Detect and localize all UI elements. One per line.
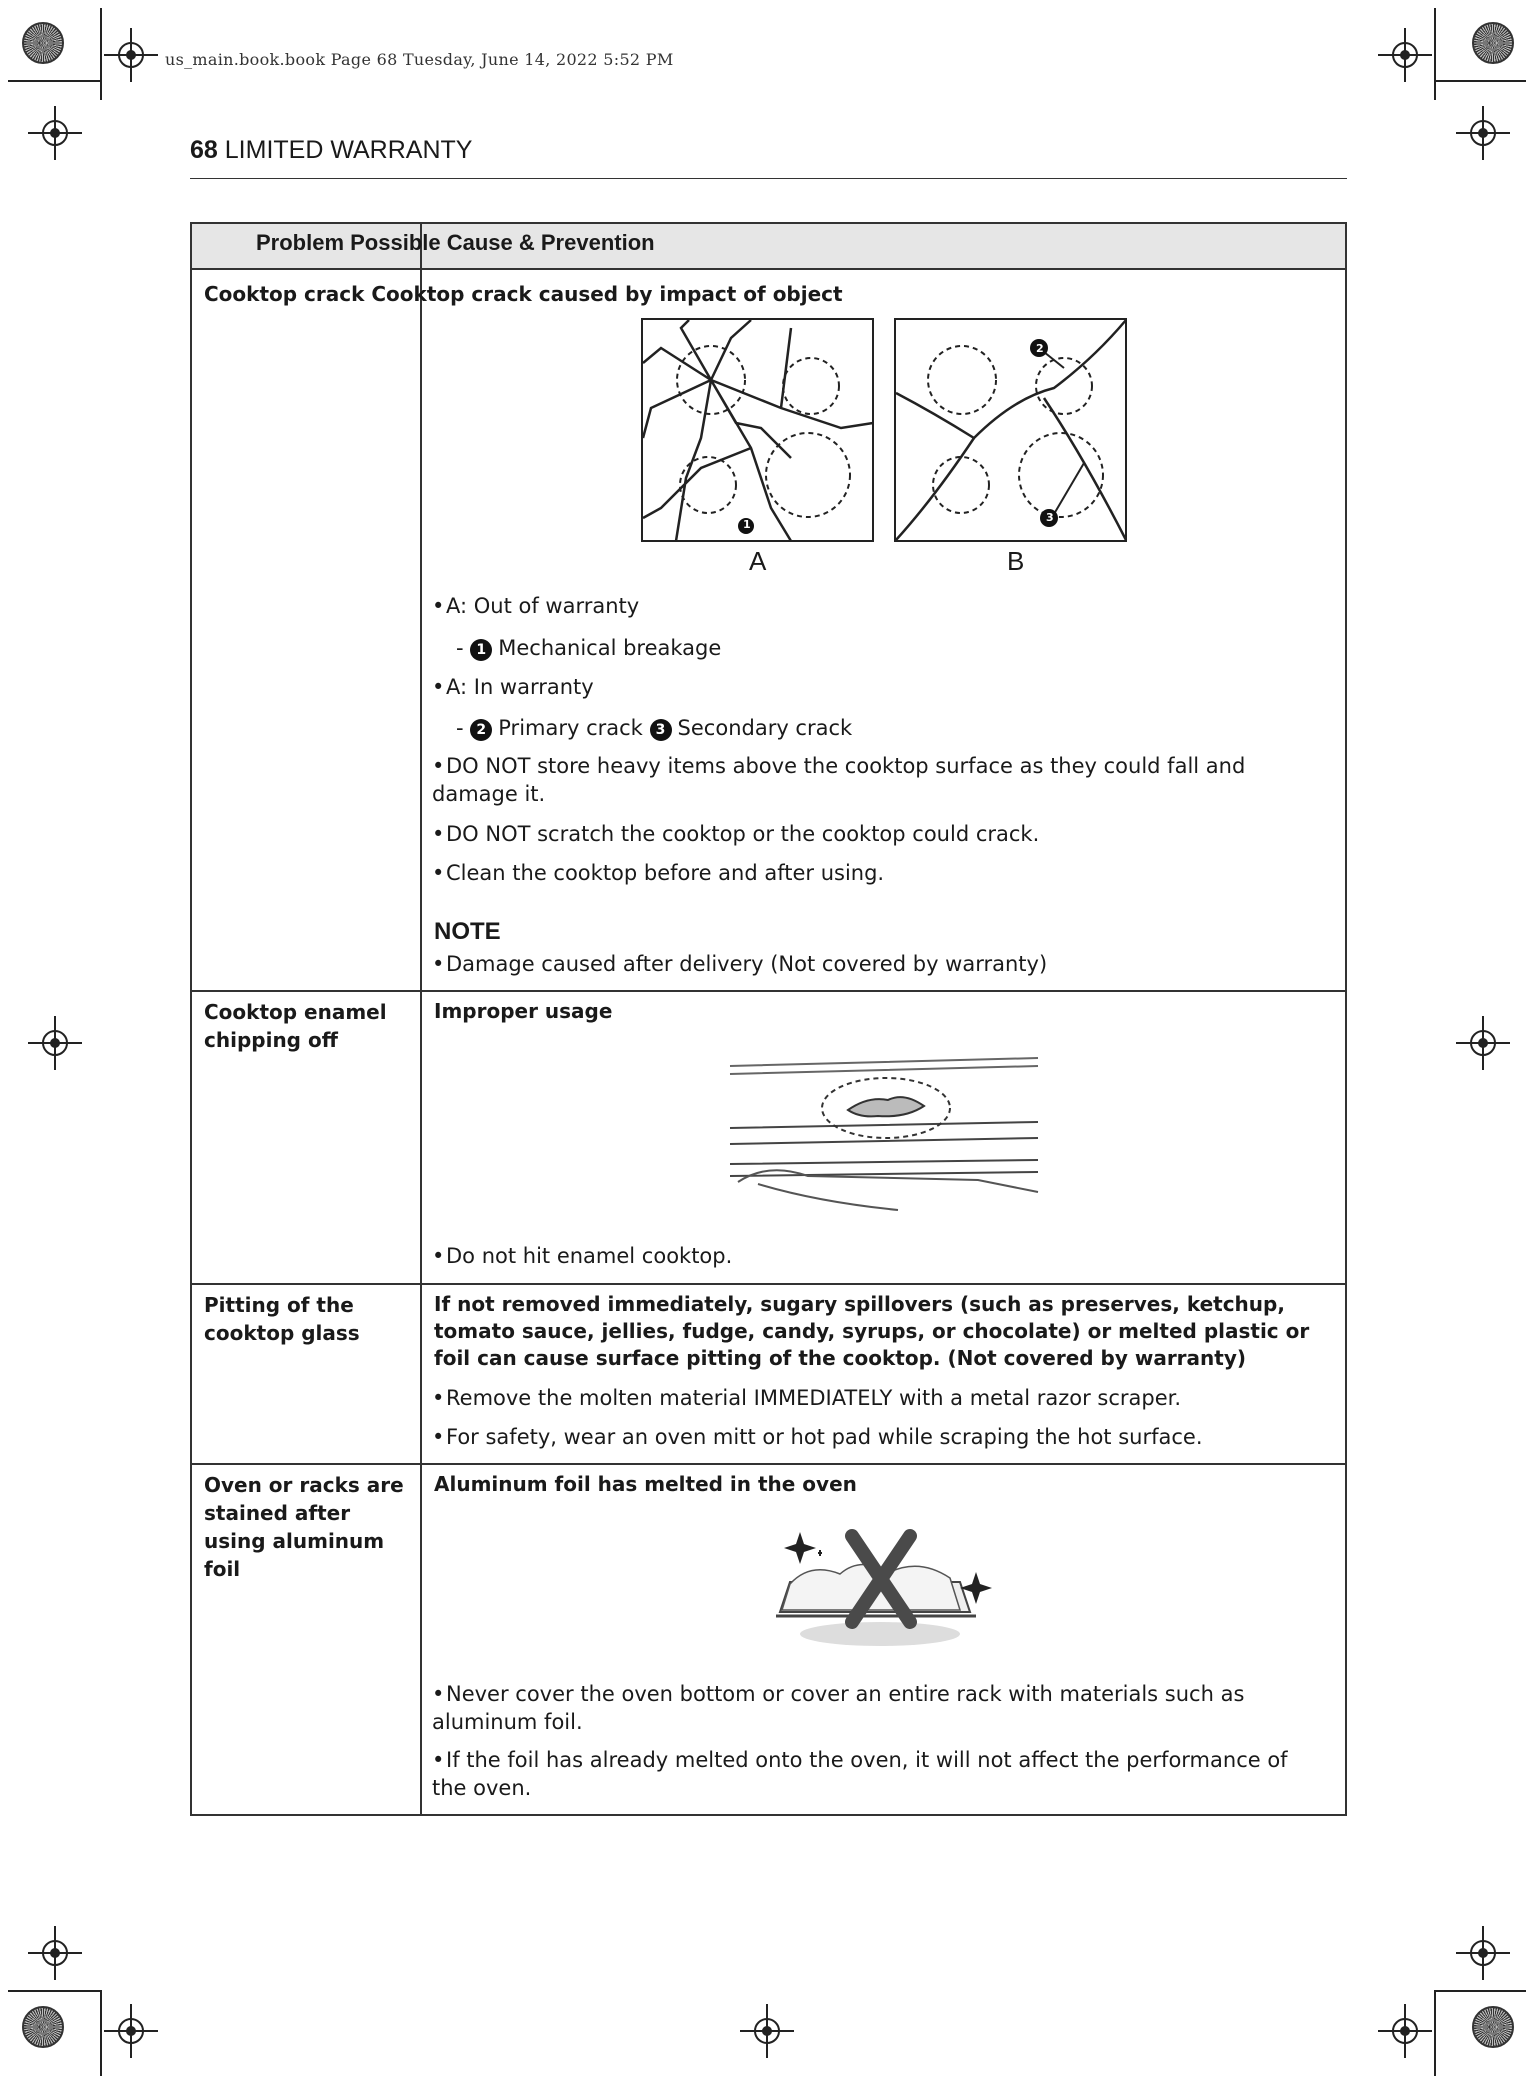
marker-3-icon: 3 (650, 719, 672, 741)
crosshair-register-mark (42, 1940, 68, 1966)
crop-mark (8, 1990, 100, 1992)
radial-register-mark-top-right (1472, 22, 1514, 64)
crosshair-register-mark (118, 2018, 144, 2044)
bullet-do-not-hit: •Do not hit enamel cooktop. (432, 1244, 733, 1268)
crosshair-register-mark (42, 1030, 68, 1056)
crosshair-register-mark (754, 2018, 780, 2044)
crop-mark (1434, 1990, 1526, 1992)
bullet-clean: •Clean the cooktop before and after using. (432, 861, 885, 885)
row-4-problem: Oven or racks are stained after using aluminum foil (204, 1473, 404, 1581)
sub-bullet-mechanical-breakage: - 1 Mechanical breakage (456, 636, 722, 660)
bullet-in-warranty: •A: In warranty (432, 675, 594, 699)
row-2-cause: Improper usage (434, 999, 613, 1023)
bullet-never-cover: •Never cover the oven bottom or cover an entire rack with materials such as aluminum foil. (432, 1682, 1245, 1734)
crop-mark (1434, 8, 1436, 100)
row-3-cause: If not removed immediately, sugary spillovers (such as preserves, ketchup, tomato sauce, jellies, fudge, candy, syrups, or chocolate) or melted plastic or foil can cause surface pitting of the cooktop. (Not covered by warranty) (434, 1292, 1310, 1370)
cooktop-crack-figure-b (894, 318, 1128, 544)
radial-register-mark-bottom-left (22, 2006, 64, 2048)
sub-bullet-cracks: - 2 Primary crack 3 Secondary crack (456, 716, 853, 740)
figure-label-b: B (1007, 546, 1025, 576)
crosshair-register-mark (42, 120, 68, 146)
crop-mark (100, 1990, 102, 2076)
bullet-safety: •For safety, wear an oven mitt or hot pad while scraping the hot surface. (432, 1425, 1203, 1449)
crosshair-register-mark (1470, 1940, 1496, 1966)
table-header-label: Problem Possible Cause & Prevention (256, 230, 655, 255)
crop-mark (1434, 80, 1526, 82)
bullet-remove-molten: •Remove the molten material IMMEDIATELY with a metal razor scraper. (432, 1386, 1182, 1410)
crosshair-register-mark (118, 42, 144, 68)
column-divider (420, 222, 422, 1816)
crosshair-register-mark (1470, 1030, 1496, 1056)
bullet-out-of-warranty: •A: Out of warranty (432, 594, 640, 618)
figure-label-a: A (749, 546, 767, 576)
note-title: NOTE (434, 918, 501, 945)
row-4-cause: Aluminum foil has melted in the oven (434, 1472, 857, 1496)
crop-mark (1434, 1990, 1436, 2076)
marker-2-icon: 2 (470, 719, 492, 741)
crosshair-register-mark (1392, 2018, 1418, 2044)
row-3-problem: Pitting of the cooktop glass (204, 1293, 360, 1345)
row-divider (190, 1463, 1347, 1465)
page-header (190, 136, 472, 165)
header-rule (190, 178, 1347, 179)
bullet-foil-melted: •If the foil has already melted onto the oven, it will not affect the performance of the oven. (432, 1748, 1288, 1800)
cooktop-crack-figure-a (641, 318, 875, 544)
crosshair-register-mark (1470, 120, 1496, 146)
note-text: •Damage caused after delivery (Not covered by warranty) (432, 952, 1048, 976)
enamel-chip-illustration (728, 1052, 1040, 1212)
figure-marker-1: 1 (743, 518, 751, 531)
figure-marker-2: 2 (1036, 342, 1044, 355)
radial-register-mark-top-left (22, 22, 64, 64)
marker-1-icon: 1 (470, 639, 492, 661)
page-number: 68 (190, 136, 218, 164)
row-1-problem: Cooktop crack Cooktop crack caused by impact of object (204, 282, 843, 306)
bullet-scratch: •DO NOT scratch the cooktop or the cooktop could crack. (432, 822, 1040, 846)
figure-marker-3: 3 (1046, 511, 1054, 524)
foil-rack-prohibited-illustration (770, 1522, 1000, 1652)
row-divider (190, 990, 1347, 992)
crosshair-register-mark (1392, 42, 1418, 68)
bullet-heavy-items: •DO NOT store heavy items above the cooktop surface as they could fall and damage it. (432, 754, 1246, 806)
crop-mark (8, 80, 100, 82)
row-2-problem: Cooktop enamel chipping off (204, 1000, 387, 1052)
section-title: LIMITED WARRANTY (224, 136, 473, 164)
row-divider (190, 1283, 1347, 1285)
radial-register-mark-bottom-right (1472, 2006, 1514, 2048)
crop-mark (100, 8, 102, 100)
print-slug: us_main.book.book Page 68 Tuesday, June 14, 2022 5:52 PM (165, 50, 674, 69)
